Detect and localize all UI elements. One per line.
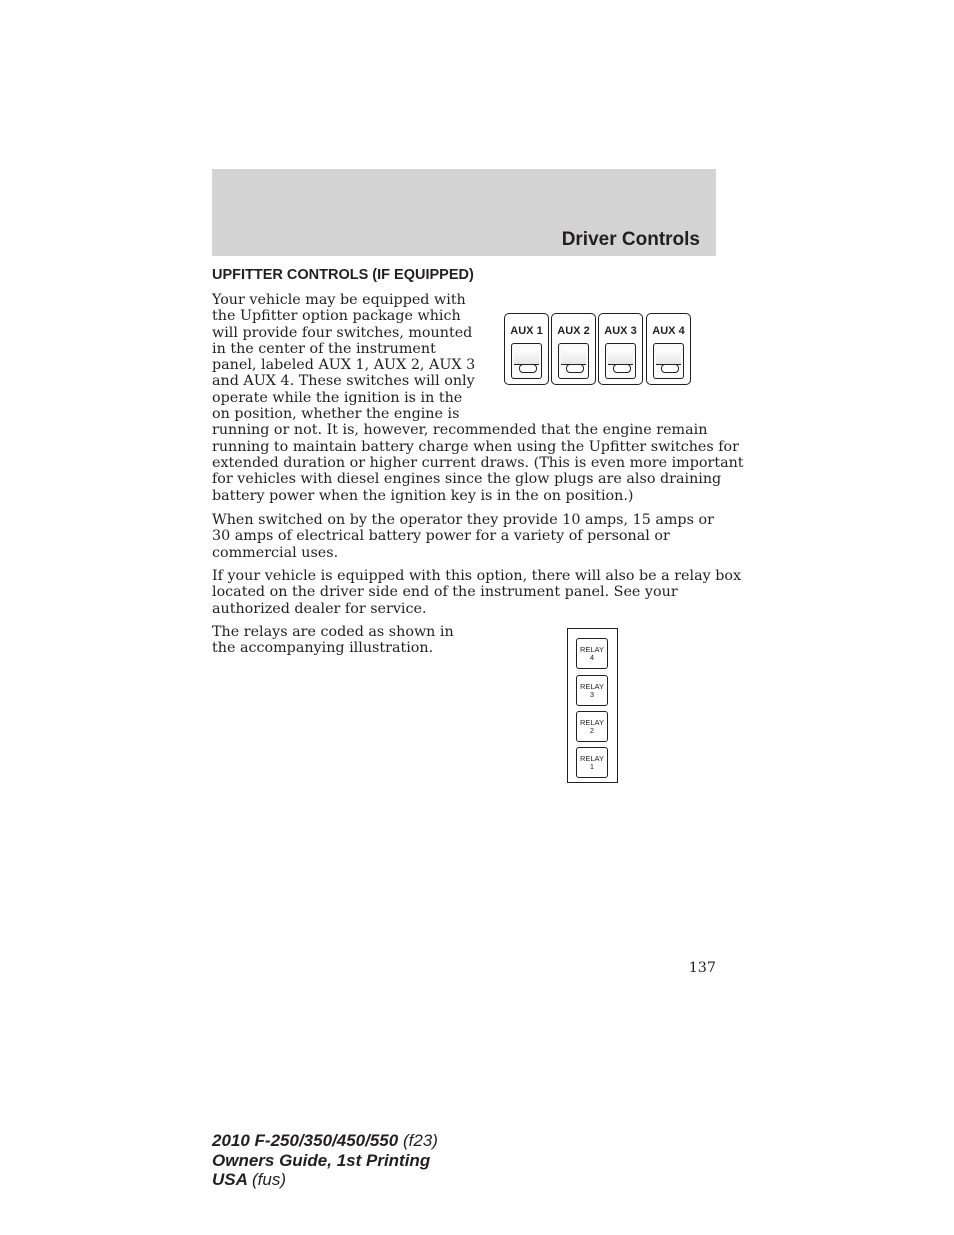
document-footer: [212, 1131, 438, 1190]
text-line: running to maintain battery charge when using the Upfitter switches for: [212, 438, 739, 455]
section-heading: UPFITTER CONTROLS (IF EQUIPPED): [212, 267, 474, 283]
text-line: Your vehicle may be equipped with: [212, 292, 466, 308]
text-line: extended duration or higher current draws. (This is even more important: [212, 454, 744, 471]
text-line: the Upfitter option package which: [212, 308, 461, 325]
text-line: panel, labeled AUX 1, AUX 2, AUX 3: [212, 357, 476, 374]
relay-label: RELAY: [579, 645, 605, 654]
relay-box-illustration: [567, 628, 618, 783]
relay-number: 3: [589, 690, 595, 699]
relay-label: RELAY: [579, 718, 605, 727]
paragraph-4: [212, 624, 454, 657]
text-line: authorized dealer for service.: [212, 600, 427, 617]
text-line: for vehicles with diesel engines since the glow plugs are also draining: [212, 471, 722, 488]
indicator-lamp-icon: [613, 364, 631, 373]
text-line: When switched on by the operator they provide 10 amps, 15 amps or: [212, 512, 714, 528]
text-line: located on the driver side end of the instrument panel. See your: [212, 584, 678, 601]
aux-switch-label: AUX 2: [557, 325, 590, 337]
text-line: 30 amps of electrical battery power for a variety of personal or: [212, 528, 670, 545]
aux-switch-2: [551, 313, 596, 385]
footer-model: 2010 F-250/350/450/550: [212, 1131, 399, 1150]
rocker-icon: [653, 343, 684, 379]
aux-switch-3: [598, 313, 643, 385]
text-line: commercial uses.: [212, 544, 339, 561]
text-line: in the center of the instrument: [212, 340, 436, 357]
text-line: will provide four switches, mounted: [212, 324, 473, 341]
aux-switch-label: AUX 4: [652, 325, 685, 337]
relay-1: [576, 747, 608, 778]
footer-market-code: (fus): [252, 1170, 286, 1189]
text-line: operate while the ignition is in the: [212, 389, 463, 406]
relay-3: [576, 675, 608, 706]
aux-switch-label: AUX 3: [604, 325, 637, 337]
aux-switch-1: [504, 313, 549, 385]
indicator-lamp-icon: [519, 364, 537, 373]
aux-switch-panel-illustration: [502, 313, 696, 389]
relay-2: [576, 711, 608, 742]
relay-4: [576, 638, 608, 669]
relay-number: 2: [589, 726, 595, 735]
text-line: the accompanying illustration.: [212, 640, 434, 657]
text-line: battery power when the ignition key is in the on position.): [212, 487, 634, 504]
rocker-icon: [511, 343, 542, 379]
page-number: 137: [688, 960, 716, 976]
rocker-icon: [605, 343, 636, 379]
indicator-lamp-icon: [661, 364, 679, 373]
relay-number: 4: [589, 653, 595, 662]
relay-number: 1: [589, 762, 595, 771]
chapter-title: Driver Controls: [561, 229, 700, 250]
relay-label: RELAY: [579, 682, 605, 691]
paragraph-2: [212, 512, 714, 561]
footer-guide: Owners Guide, 1st Printing: [212, 1150, 431, 1170]
aux-switch-4: [646, 313, 691, 385]
text-line: on position, whether the engine is: [212, 406, 460, 423]
text-line: If your vehicle is equipped with this option, there will also be a relay box: [212, 568, 742, 584]
rocker-icon: [558, 343, 589, 379]
text-line: running or not. It is, however, recommended that the engine remain: [212, 422, 708, 439]
text-line: and AUX 4. These switches will only: [212, 373, 475, 390]
text-line: The relays are coded as shown in: [212, 624, 454, 640]
paragraph-3: [212, 568, 741, 617]
footer-market: USA: [212, 1170, 248, 1189]
relay-label: RELAY: [579, 754, 605, 763]
header-band: [212, 169, 716, 256]
footer-model-code: (f23): [402, 1131, 438, 1150]
indicator-lamp-icon: [566, 364, 584, 373]
aux-switch-label: AUX 1: [510, 325, 543, 337]
